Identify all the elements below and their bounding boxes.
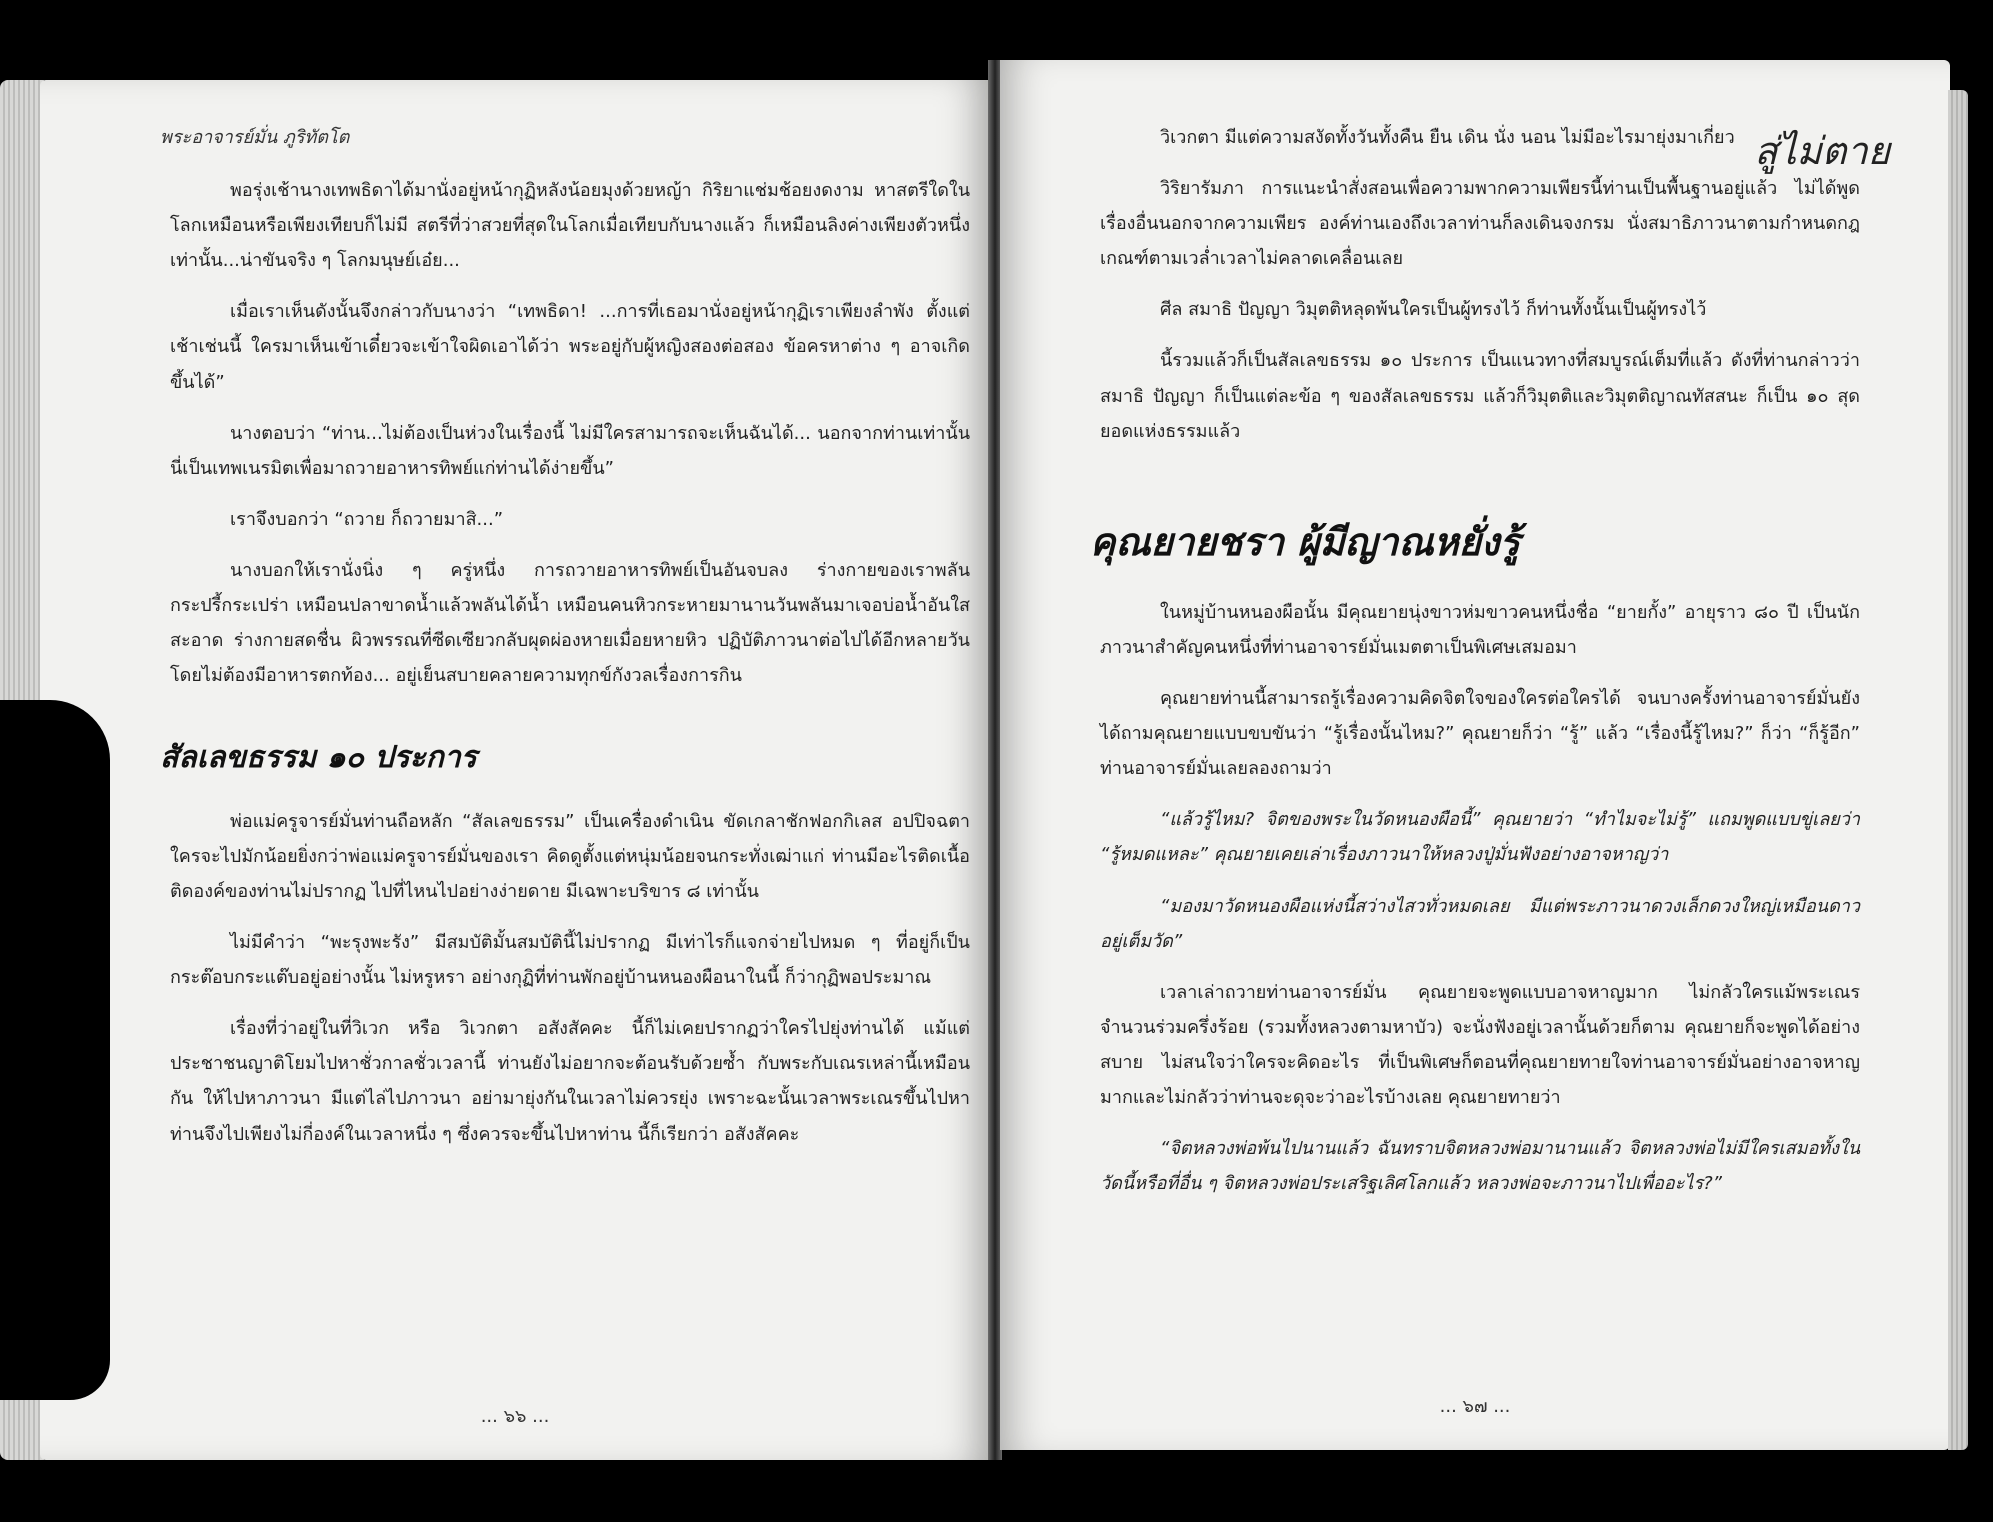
right-section-title: คุณยายชรา ผู้มีญาณหยั่งรู้	[1090, 518, 1520, 564]
right-running-head: สู่ไม่ตาย	[1754, 129, 1890, 173]
right-paragraph: วิริยารัมภา การแนะนำสั่งสอนเพื่อความพากความเพียรนี้ท่านเป็นพื้นฐานอยู่แล้ว ไม่ได้พูดเรื่องอื่นนอกจากความเพียร องค์ท่านเองถึงเวลาท่านก็ลงเดินจงกรม นั่งสมาธิภาวนาตามกำหนดกฎเกณฑ์ตามเวล่ำเวลาไม่คลาดเคลื่อนเลย	[1100, 178, 1860, 270]
right-paragraph: นี้รวมแล้วก็เป็นสัลเลขธรรม ๑๐ ประการ เป็นแนวทางที่สมบูรณ์เต็มที่แล้ว ดังที่ท่านกล่าวว่า สมาธิ ปัญญา ก็เป็นแต่ละข้อ ๆ ของสัลเลขธรรม แล้วก็วิมุตติและวิมุตติญาณทัสสนะ ก็เป็น ๑๐ สุดยอดแห่งธรรมแล้ว	[1100, 350, 1860, 442]
right-section-paragraph: “แล้วรู้ไหม? จิตของพระในวัดหนองผือนี้” คุณยายว่า “ทำไมจะไม่รู้” แถมพูดแบบขู่เลยว่า “รู้หมดแหละ” คุณยายเคยเล่าเรื่องภาวนาให้หลวงปู่มั่นฟังอย่างอาจหาญว่า	[1100, 809, 1860, 866]
left-paragraph: นางตอบว่า “ท่าน...ไม่ต้องเป็นห่วงในเรื่องนี้ ไม่มีใครสามารถจะเห็นฉันได้... นอกจากท่านเท่านั้น นี่เป็นเทพเนรมิตเพื่อมาถวายอาหารทิพย์แก่ท่านได้ง่ายขึ้น”	[170, 422, 970, 479]
right-section-paragraph: คุณยายท่านนี้สามารถรู้เรื่องความคิดจิตใจของใครต่อใครได้ จนบางครั้งท่านอาจารย์มั่นยังได้ถามคุณยายแบบขบขันว่า “รู้เรื่องนั้นไหม?” คุณยายก็ว่า “รู้” แล้ว “เรื่องนี้รู้ไหม?” ก็ว่า “ก็รู้อีก” ท่านอาจารย์มั่นเลยลองถามว่า	[1100, 688, 1860, 780]
left-paragraph: นางบอกให้เรานั่งนิ่ง ๆ ครู่หนึ่ง การถวายอาหารทิพย์เป็นอันจบลง ร่างกายของเราพลันกระปรี้กระเปร่า เหมือนปลาขาดน้ำแล้วพลันได้น้ำ เหมือนคนหิวกระหายมานานวันพลันมาเจอบ่อน้ำอันใสสะอาด ร่างกายสดชื่น ผิวพรรณที่ซีดเซียวกลับผุดผ่องหายเมื่อยหายหิว ปฏิบัติภาวนาต่อไปได้อีกหลายวันโดยไม่ต้องมีอาหารตกท้อง... อยู่เย็นสบายคลายความทุกข์กังวลเรื่องการกิน	[170, 559, 970, 687]
right-page	[1000, 60, 1950, 1450]
left-paragraph: เมื่อเราเห็นดังนั้นจึงกล่าวกับนางว่า “เทพธิดา! ...การที่เธอมานั่งอยู่หน้ากุฏิเราเพียงลำพัง ตั้งแต่เช้าเช่นนี้ ใครมาเห็นเข้าเดี๋ยวจะเข้าใจผิดเอาได้ว่า พระอยู่กับผู้หญิงสองต่อสอง ข้อครหาต่าง ๆ อาจเกิดขึ้นได้”	[170, 301, 970, 393]
left-page-number: ... ๖๖ ...	[480, 1406, 550, 1427]
right-section-quote: “จิตหลวงพ่อพ้นไปนานแล้ว ฉันทราบจิตหลวงพ่อมานานแล้ว จิตหลวงพ่อไม่มีใครเสมอทั้งในวัดนี้หรือที่อื่น ๆ จิตหลวงพ่อประเสริฐเลิศโลกแล้ว หลวงพ่อจะภาวนาไปเพื่ออะไร?”	[1100, 1138, 1860, 1195]
left-paragraph: เราจึงบอกว่า “ถวาย ก็ถวายมาสิ...”	[230, 508, 504, 530]
right-section-paragraph: ในหมู่บ้านหนองผือนั้น มีคุณยายนุ่งขาวห่มขาวคนหนึ่งชื่อ “ยายกั้ง” อายุราว ๘๐ ปี เป็นนักภาวนาสำคัญคนหนึ่งที่ท่านอาจารย์มั่นเมตตาเป็นพิเศษเสมอมา	[1100, 601, 1860, 658]
right-paragraph: ศีล สมาธิ ปัญญา วิมุตติหลุดพ้นใครเป็นผู้ทรงไว้ ก็ท่านทั้งนั้นเป็นผู้ทรงไว้	[1160, 299, 1707, 321]
right-section-quote: “มองมาวัดหนองผือแห่งนี้สว่างไสวทั่วหมดเลย มีแต่พระภาวนาดวงเล็กดวงใหญ่เหมือนดาวอยู่เต็มวัด”	[1100, 895, 1860, 952]
right-paragraph: วิเวกตา มีแต่ความสงัดทั้งวันทั้งคืน ยืน เดิน นั่ง นอน ไม่มีอะไรมายุ่งมาเกี่ยว	[1160, 127, 1735, 148]
left-page-content	[160, 120, 970, 1168]
left-page	[40, 80, 990, 1460]
left-section-paragraph: เรื่องที่ว่าอยู่ในที่วิเวก หรือ วิเวกตา อสังสัคคะ นี้ก็ไม่เคยปรากฏว่าใครไปยุ่งท่านได้ แม้แต่ประชาชนญาติโยมไปหาชั่วกาลชั่วเวลานี้ ท่านยังไม่อยากจะต้อนรับด้วยซ้ำ กับพระกับเณรเหล่านี้เหมือนกัน ให้ไปหาภาวนา มีแต่ไล่ไปภาวนา อย่ามายุ่งกันในเวลาไม่ควรยุ่ง เพราะฉะนั้นเวลาพระเณรขึ้นไปหาท่านจึงไปเพียงไม่กี่องค์ในเวลาหนึ่ง ๆ ซึ่งควรจะขึ้นไปหาท่าน นี้ก็เรียกว่า อสังสัคคะ	[170, 1018, 970, 1145]
page-edges-right	[1948, 90, 1968, 1450]
right-page-number: ... ๖๗ ...	[1439, 1396, 1511, 1417]
left-section-title: สัลเลขธรรม ๑๐ ประการ	[160, 740, 477, 776]
left-running-head: พระอาจารย์มั่น ภูริทัตโต	[160, 127, 350, 148]
left-section-paragraph: พ่อแม่ครูจารย์มั่นท่านถือหลัก “สัลเลขธรรม” เป็นเครื่องดำเนิน ขัดเกลาชักฟอกกิเลส อปปิจฉตา ใครจะไปมักน้อยยิ่งกว่าพ่อแม่ครูจารย์มั่นของเรา คิดดูตั้งแต่หนุ่มน้อยจนกระทั่งเฒ่าแก่ ท่านมีอะไรติดเนื้อติดองค์ของท่านไม่ปรากฏ ไปที่ไหนไปอย่างง่ายดาย มีเฉพาะบริขาร ๘ เท่านั้น	[170, 810, 970, 902]
left-section-paragraph: ไม่มีคำว่า “พะรุงพะรัง” มีสมบัติมั้นสมบัตินี้ไม่ปรากฏ มีเท่าไรก็แจกจ่ายไปหมด ๆ ที่อยู่ก็เป็นกระต๊อบกระแต๊บอยู่อย่างนั้น ไม่หรูหรา อย่างกุฏิที่ท่านพักอยู่บ้านหนองผือนาในนี้ ก็ว่ากุฏิพอประมาณ	[170, 932, 970, 989]
right-section-paragraph: เวลาเล่าถวายท่านอาจารย์มั่น คุณยายจะพูดแบบอาจหาญมาก ไม่กลัวใครแม้พระเณรจำนวนร่วมครึ่งร้อย (รวมทั้งหลวงตามหาบัว) จะนั่งฟังอยู่เวลานั้นด้วยก็ตาม คุณยายก็จะพูดได้อย่างสบาย ไม่สนใจว่าใครจะคิดอะไร ที่เป็นพิเศษก็ตอนที่คุณยายทายใจท่านอาจารย์มั่นอย่างอาจหาญมากและไม่กลัวว่าท่านจะดุจะว่าอะไรบ้างเลย คุณยายทายว่า	[1100, 981, 1860, 1108]
left-paragraph: พอรุ่งเช้านางเทพธิดาได้มานั่งอยู่หน้ากุฏิหลังน้อยมุงด้วยหญ้า กิริยาแช่มช้อยงดงาม หาสตรีใดในโลกเหมือนหรือเพียงเทียบก็ไม่มี สตรีที่ว่าสวยที่สุดในโลกเมื่อเทียบกับนางแล้ว ก็เหมือนลิงค่างเพียงตัวหนึ่งเท่านั้น...น่าขันจริง ๆ โลกมนุษย์เอ๋ย...	[170, 180, 970, 272]
right-page-content	[1090, 120, 1860, 1217]
finger-shadow	[0, 700, 110, 1400]
